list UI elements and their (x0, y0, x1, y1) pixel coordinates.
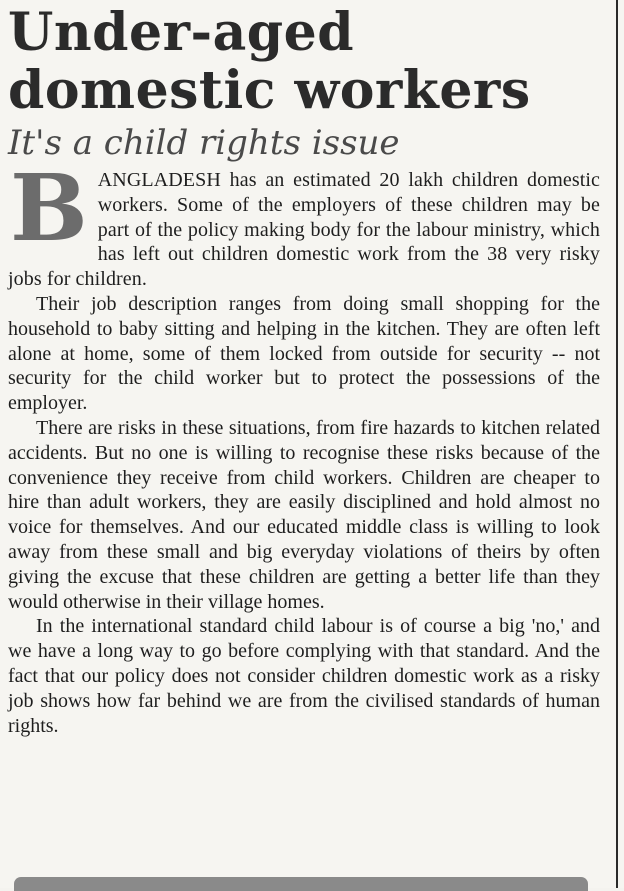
headline (8, 4, 600, 120)
paragraph-3: There are risks in these situations, from fire hazards to kitchen related accidents. But no one is willing to recognise these risks because of the convenience they receive from child workers. Children are cheaper to hire than adult workers, they are easily disciplined and hold almost no voice for themselves. And our educated middle class is willing to look away from these small and big everyday violations of theirs by often giving the excuse that these children are getting a better life than they would otherwise in their village homes. (8, 416, 600, 613)
drop-cap: B (10, 154, 88, 262)
column-rule (616, 0, 624, 888)
bottom-divider-bar (14, 877, 588, 891)
paragraph-1 (8, 154, 600, 292)
paragraph-4: In the international standard child labour is of course a big 'no,' and we have a long way to go before complying with that standard. And the fact that our policy does not consider children domestic work as a risky job shows how far behind we are from the civilised standards of human rights. (8, 615, 600, 737)
headline-line-1: Under-aged (8, 2, 355, 63)
article-body (8, 154, 600, 738)
subheadline: It's a child rights issue (8, 123, 400, 163)
paragraph-2: Their job description ranges from doing small shopping for the household to baby sitting and helping in the kitchen. They are often left alone at home, some of them locked from outside for security -- not security for the child worker but to protect the possessions of the employer. (8, 292, 600, 415)
article (8, 4, 600, 738)
paragraph-1-text: ANGLADESH has an estimated 20 lakh children domestic workers. Some of the employers of these children may be part of the policy making body for the labour ministry, which has left out children domestic work from the 38 very risky jobs for children. (8, 169, 600, 291)
headline-line-2: domestic workers (8, 60, 531, 121)
